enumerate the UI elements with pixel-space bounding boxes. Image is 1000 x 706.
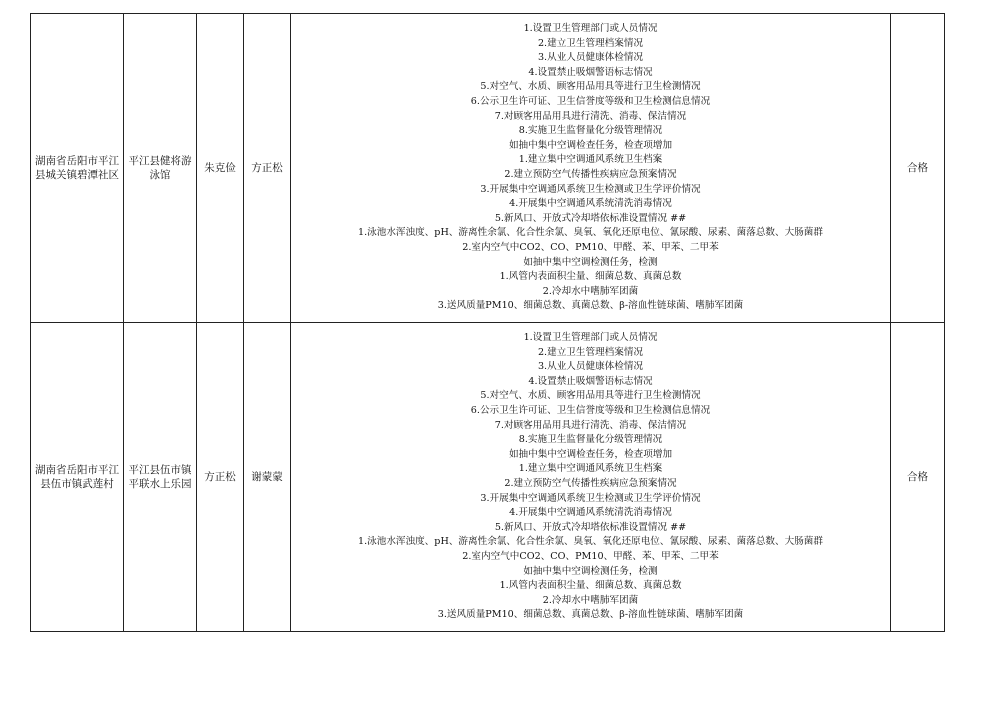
list-item: 8.实施卫生监督量化分级管理情况 bbox=[518, 434, 663, 446]
list-item: 5.新风口、开放式冷却塔依标准设置情况 ## bbox=[494, 521, 687, 533]
list-item: 2.建立卫生管理档案情况 bbox=[537, 37, 644, 49]
items-list bbox=[294, 331, 887, 623]
unit-cell: 平江县健将游泳馆 bbox=[124, 14, 197, 323]
list-item: 1.设置卫生管理部门或人员情况 bbox=[523, 332, 658, 344]
list-item: 3.开展集中空调通风系统卫生检测或卫生学评价情况 bbox=[480, 492, 701, 504]
list-item: 2.冷却水中嗜肺军团菌 bbox=[542, 285, 639, 297]
list-item: 1.建立集中空调通风系统卫生档案 bbox=[518, 154, 663, 166]
list-item: 3.开展集中空调通风系统卫生检测或卫生学评价情况 bbox=[480, 183, 701, 195]
table-row bbox=[31, 14, 945, 323]
list-item: 1.泳池水浑浊度、pH、游离性余氯、化合性余氯、臭氧、氧化还原电位、氰尿酸、尿素、菌落总数、大肠菌群 bbox=[358, 536, 823, 548]
list-item: 如抽中集中空调检测任务，检测 bbox=[523, 565, 658, 577]
list-item: 2.室内空气中CO2、CO、PM10、甲醛、苯、甲苯、二甲苯 bbox=[462, 550, 719, 562]
list-item: 4.设置禁止吸烟警语标志情况 bbox=[528, 375, 653, 387]
inspection-table bbox=[30, 13, 945, 632]
location-cell: 湖南省岳阳市平江县城关镇碧潭社区 bbox=[31, 14, 124, 323]
items-cell bbox=[291, 323, 891, 632]
unit-cell: 平江县伍市镇平联水上乐园 bbox=[124, 323, 197, 632]
list-item: 5.新风口、开放式冷却塔依标准设置情况 ## bbox=[494, 212, 687, 224]
list-item: 2.建立卫生管理档案情况 bbox=[537, 346, 644, 358]
list-item: 4.设置禁止吸烟警语标志情况 bbox=[528, 66, 653, 78]
list-item: 8.实施卫生监督量化分级管理情况 bbox=[518, 125, 663, 137]
list-item: 6.公示卫生许可证、卫生信誉度等级和卫生检测信息情况 bbox=[470, 96, 711, 108]
result-cell: 合格 bbox=[891, 14, 945, 323]
list-item: 1.泳池水浑浊度、pH、游离性余氯、化合性余氯、臭氧、氧化还原电位、氰尿酸、尿素、菌落总数、大肠菌群 bbox=[358, 227, 823, 239]
items-list bbox=[294, 22, 887, 314]
list-item: 2.建立预防空气传播性疾病应急预案情况 bbox=[504, 478, 677, 489]
result-cell: 合格 bbox=[891, 323, 945, 632]
list-item: 2.建立预防空气传播性疾病应急预案情况 bbox=[504, 169, 677, 180]
table-row bbox=[31, 323, 945, 632]
list-item: 1.风管内表面积尘量、细菌总数、真菌总数 bbox=[499, 580, 682, 592]
list-item: 3.送风质量PM10、细菌总数、真菌总数、β-溶血性链球菌、嗜肺军团菌 bbox=[437, 609, 744, 621]
list-item: 5.对空气、水质、顾客用品用具等进行卫生检测情况 bbox=[480, 390, 701, 402]
list-item: 如抽中集中空调检测任务，检测 bbox=[523, 256, 658, 268]
items-cell bbox=[291, 14, 891, 323]
inspector-cell: 方正松 bbox=[197, 323, 244, 632]
list-item: 如抽中集中空调检查任务，检查项增加 bbox=[508, 139, 673, 151]
inspector-cell: 朱克俭 bbox=[197, 14, 244, 323]
list-item: 2.室内空气中CO2、CO、PM10、甲醛、苯、甲苯、二甲苯 bbox=[462, 241, 719, 253]
list-item: 1.风管内表面积尘量、细菌总数、真菌总数 bbox=[499, 271, 682, 283]
list-item: 3.从业人员健康体检情况 bbox=[537, 361, 644, 373]
list-item: 3.从业人员健康体检情况 bbox=[537, 52, 644, 64]
list-item: 4.开展集中空调通风系统清洗消毒情况 bbox=[509, 507, 672, 519]
list-item: 6.公示卫生许可证、卫生信誉度等级和卫生检测信息情况 bbox=[470, 405, 711, 417]
inspector-cell: 方正松 bbox=[244, 14, 291, 323]
list-item: 7.对顾客用品用具进行清洗、消毒、保洁情况 bbox=[494, 110, 687, 122]
location-cell: 湖南省岳阳市平江县伍市镇武莲村 bbox=[31, 323, 124, 632]
inspector-cell: 谢蒙蒙 bbox=[244, 323, 291, 632]
list-item: 7.对顾客用品用具进行清洗、消毒、保洁情况 bbox=[494, 419, 687, 431]
list-item: 1.设置卫生管理部门或人员情况 bbox=[523, 23, 658, 35]
list-item: 4.开展集中空调通风系统清洗消毒情况 bbox=[509, 198, 672, 210]
list-item: 3.送风质量PM10、细菌总数、真菌总数、β-溶血性链球菌、嗜肺军团菌 bbox=[437, 300, 744, 312]
list-item: 如抽中集中空调检查任务，检查项增加 bbox=[508, 448, 673, 460]
list-item: 2.冷却水中嗜肺军团菌 bbox=[542, 594, 639, 606]
list-item: 1.建立集中空调通风系统卫生档案 bbox=[518, 463, 663, 475]
list-item: 5.对空气、水质、顾客用品用具等进行卫生检测情况 bbox=[480, 81, 701, 93]
